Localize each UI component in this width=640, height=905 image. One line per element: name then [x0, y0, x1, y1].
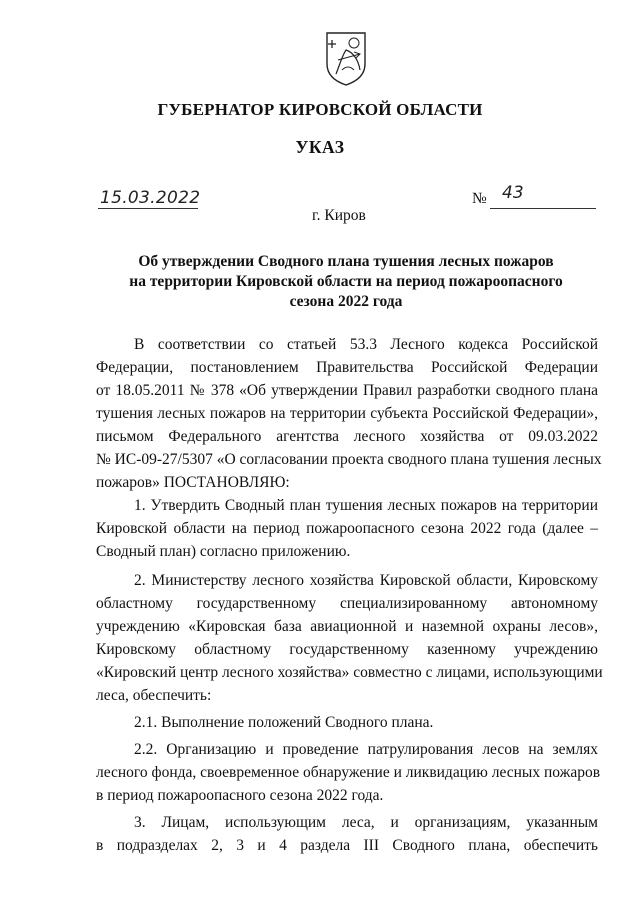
- date-underline: [98, 208, 198, 209]
- body-line: Сводный план) согласно приложению.: [96, 543, 351, 560]
- body-line: 2.2. Организацию и проведение патрулирования лесов на землях: [134, 741, 598, 758]
- document-date: [98, 184, 201, 214]
- body-line: в подразделах 2, 3 и 4 раздела III Сводного плана, обеспечить: [96, 837, 598, 854]
- kirov-coat-of-arms-icon: [324, 30, 368, 86]
- title-line: на территории Кировской области на период пожароопасного: [129, 273, 563, 290]
- document-title: [96, 252, 596, 312]
- body-line: в период пожароопасного сезона 2022 года.: [96, 787, 384, 804]
- title-line: сезона 2022 года: [289, 293, 403, 310]
- number-underline: [490, 208, 596, 209]
- body-line: письмом Федерального агентства лесного хозяйства от 09.03.2022: [96, 428, 598, 445]
- body-line: Кировскому областному государственному казенному учреждению: [96, 641, 598, 658]
- document-number: 43: [502, 183, 524, 203]
- body-line: лесного фонда, своевременное обнаружение и ликвидацию лесных пожаров: [96, 764, 601, 781]
- document-date-value: 15.03.2022: [100, 188, 201, 208]
- body-line: В соответствии со статьей 53.3 Лесного кодекса Российской: [134, 336, 598, 353]
- number-label: №: [472, 190, 487, 207]
- body-line: областному государственному специализированному автономному: [96, 595, 598, 612]
- body-line: 2. Министерству лесного хозяйства Кировской области, Кировскому: [134, 572, 598, 589]
- body-line: пожаров» ПОСТАНОВЛЯЮ:: [96, 474, 290, 491]
- title-line: Об утверждении Сводного плана тушения лесных пожаров: [138, 253, 554, 270]
- body-line: 3. Лицам, использующим леса, и организациям, указанным: [134, 814, 598, 831]
- body-line: 1. Утвердить Сводный план тушения лесных пожаров на территории: [134, 497, 598, 514]
- issuing-authority: ГУБЕРНАТОР КИРОВСКОЙ ОБЛАСТИ: [157, 100, 483, 119]
- document-type: УКАЗ: [295, 137, 345, 157]
- body-line: леса, обеспечить:: [96, 687, 212, 704]
- city: г. Киров: [312, 207, 366, 224]
- body-line: 2.1. Выполнение положений Сводного плана.: [134, 714, 434, 731]
- body-line: тушения лесных пожаров на территории субъекта Российской Федерации»,: [96, 405, 598, 422]
- body-line: Кировской области на период пожароопасного сезона 2022 года (далее –: [96, 520, 598, 537]
- body-line: от 18.05.2011 № 378 «Об утверждении Правил разработки сводного плана: [96, 382, 598, 399]
- body-line: учреждению «Кировская база авиационной и наземной охраны лесов»,: [96, 618, 598, 635]
- body-line: «Кировский центр лесного хозяйства» совместно с лицами, использующими: [96, 664, 603, 681]
- body-line: Федерации, постановлением Правительства Российской Федерации: [96, 359, 598, 376]
- body-line: № ИС-09-27/5307 «О согласовании проекта сводного плана тушения лесных: [96, 451, 602, 468]
